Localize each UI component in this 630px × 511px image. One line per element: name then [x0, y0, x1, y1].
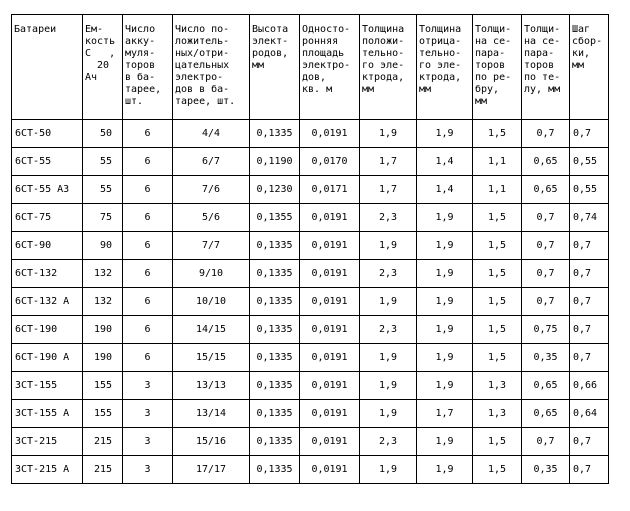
table-row: [12, 260, 609, 288]
cell-electrode-count: 14/15: [173, 316, 250, 344]
cell-electrode-area: 0,0191: [300, 204, 360, 232]
cell-electrode-count: 9/10: [173, 260, 250, 288]
cell-separator-rib: 1,3: [473, 400, 522, 428]
cell-separator-body: 0,35: [522, 456, 570, 484]
header-row: [12, 15, 609, 120]
cell-electrode-height: 0,1335: [250, 344, 300, 372]
cell-cell-count: 6: [123, 176, 173, 204]
header-electrode-count: Число по- ложитель- ных/отри- цательных электро- дов в ба- тарее, шт.: [173, 15, 250, 120]
cell-positive-thickness: 1,9: [360, 120, 417, 148]
cell-battery: 6СТ-132: [12, 260, 83, 288]
cell-electrode-count: 7/7: [173, 232, 250, 260]
cell-battery: 6СТ-90: [12, 232, 83, 260]
cell-electrode-count: 7/6: [173, 176, 250, 204]
cell-electrode-height: 0,1335: [250, 288, 300, 316]
cell-positive-thickness: 1,9: [360, 288, 417, 316]
table-row: [12, 428, 609, 456]
cell-negative-thickness: 1,9: [417, 260, 473, 288]
cell-negative-thickness: 1,9: [417, 344, 473, 372]
cell-cell-count: 6: [123, 316, 173, 344]
cell-positive-thickness: 1,7: [360, 176, 417, 204]
cell-electrode-area: 0,0191: [300, 288, 360, 316]
table-row: [12, 232, 609, 260]
table-row: [12, 148, 609, 176]
cell-capacity: 190: [83, 316, 123, 344]
cell-electrode-count: 5/6: [173, 204, 250, 232]
cell-capacity: 55: [83, 148, 123, 176]
cell-battery: 6СТ-132 А: [12, 288, 83, 316]
cell-negative-thickness: 1,9: [417, 232, 473, 260]
cell-positive-thickness: 1,9: [360, 400, 417, 428]
cell-assembly-pitch: 0,7: [570, 120, 609, 148]
cell-separator-body: 0,7: [522, 204, 570, 232]
table-row: [12, 372, 609, 400]
cell-battery: 6СТ-55 АЗ: [12, 176, 83, 204]
cell-cell-count: 3: [123, 400, 173, 428]
cell-cell-count: 3: [123, 428, 173, 456]
cell-electrode-area: 0,0191: [300, 260, 360, 288]
cell-assembly-pitch: 0,55: [570, 148, 609, 176]
cell-battery: 3СТ-155 А: [12, 400, 83, 428]
cell-negative-thickness: 1,4: [417, 176, 473, 204]
table-row: [12, 400, 609, 428]
battery-spec-table: [11, 14, 609, 484]
cell-assembly-pitch: 0,74: [570, 204, 609, 232]
cell-separator-body: 0,75: [522, 316, 570, 344]
cell-assembly-pitch: 0,7: [570, 260, 609, 288]
cell-negative-thickness: 1,4: [417, 148, 473, 176]
cell-cell-count: 6: [123, 204, 173, 232]
cell-electrode-area: 0,0191: [300, 120, 360, 148]
cell-positive-thickness: 2,3: [360, 428, 417, 456]
header-positive-thickness: Толщина положи- тельно- го эле- ктрода, мм: [360, 15, 417, 120]
cell-electrode-height: 0,1190: [250, 148, 300, 176]
cell-separator-rib: 1,5: [473, 204, 522, 232]
table-row: [12, 316, 609, 344]
table-row: [12, 456, 609, 484]
cell-separator-rib: 1,5: [473, 344, 522, 372]
cell-capacity: 50: [83, 120, 123, 148]
cell-negative-thickness: 1,7: [417, 400, 473, 428]
header-separator-rib: Толщи- на се- пара- торов по ре- бру, мм: [473, 15, 522, 120]
cell-electrode-area: 0,0191: [300, 316, 360, 344]
cell-separator-body: 0,7: [522, 120, 570, 148]
cell-cell-count: 6: [123, 344, 173, 372]
cell-electrode-height: 0,1335: [250, 232, 300, 260]
cell-separator-rib: 1,5: [473, 456, 522, 484]
cell-separator-rib: 1,5: [473, 428, 522, 456]
header-capacity: Ем- кость C , 20 Ач: [83, 15, 123, 120]
cell-assembly-pitch: 0,7: [570, 456, 609, 484]
cell-electrode-count: 6/7: [173, 148, 250, 176]
cell-battery: 6СТ-190: [12, 316, 83, 344]
cell-battery: 3СТ-215 А: [12, 456, 83, 484]
cell-electrode-height: 0,1335: [250, 120, 300, 148]
cell-separator-rib: 1,5: [473, 260, 522, 288]
cell-separator-rib: 1,3: [473, 372, 522, 400]
cell-cell-count: 6: [123, 148, 173, 176]
table-row: [12, 120, 609, 148]
header-separator-body: Толщи- на се- пара- торов по те- лу, мм: [522, 15, 570, 120]
cell-cell-count: 6: [123, 232, 173, 260]
cell-battery: 3СТ-155: [12, 372, 83, 400]
cell-cell-count: 6: [123, 288, 173, 316]
cell-cell-count: 6: [123, 260, 173, 288]
table-row: [12, 344, 609, 372]
cell-electrode-area: 0,0170: [300, 148, 360, 176]
cell-capacity: 75: [83, 204, 123, 232]
cell-positive-thickness: 2,3: [360, 204, 417, 232]
cell-electrode-count: 17/17: [173, 456, 250, 484]
cell-electrode-count: 13/14: [173, 400, 250, 428]
cell-separator-rib: 1,5: [473, 120, 522, 148]
cell-electrode-count: 4/4: [173, 120, 250, 148]
header-cell-count: Число акку- муля- торов в ба- тарее, шт.: [123, 15, 173, 120]
cell-negative-thickness: 1,9: [417, 288, 473, 316]
cell-electrode-height: 0,1335: [250, 316, 300, 344]
cell-separator-body: 0,7: [522, 232, 570, 260]
cell-positive-thickness: 1,9: [360, 456, 417, 484]
header-negative-thickness: Толщина отрица- тельно- го эле- ктрода, мм: [417, 15, 473, 120]
cell-separator-body: 0,65: [522, 372, 570, 400]
cell-separator-rib: 1,5: [473, 288, 522, 316]
cell-electrode-count: 13/13: [173, 372, 250, 400]
cell-separator-body: 0,7: [522, 260, 570, 288]
cell-negative-thickness: 1,9: [417, 120, 473, 148]
header-electrode-area: Односто- ронняя площадь электро- дов, кв. м: [300, 15, 360, 120]
cell-cell-count: 3: [123, 456, 173, 484]
cell-capacity: 215: [83, 456, 123, 484]
cell-electrode-count: 15/16: [173, 428, 250, 456]
cell-battery: 6СТ-55: [12, 148, 83, 176]
cell-negative-thickness: 1,9: [417, 456, 473, 484]
cell-separator-rib: 1,1: [473, 176, 522, 204]
cell-capacity: 155: [83, 400, 123, 428]
cell-electrode-count: 15/15: [173, 344, 250, 372]
cell-electrode-height: 0,1335: [250, 400, 300, 428]
cell-electrode-area: 0,0171: [300, 176, 360, 204]
header-battery: Батареи: [12, 15, 83, 120]
cell-battery: 6СТ-50: [12, 120, 83, 148]
cell-positive-thickness: 1,9: [360, 372, 417, 400]
cell-electrode-area: 0,0191: [300, 428, 360, 456]
cell-negative-thickness: 1,9: [417, 428, 473, 456]
cell-separator-body: 0,65: [522, 176, 570, 204]
header-electrode-height: Высота элект- родов, мм: [250, 15, 300, 120]
cell-capacity: 132: [83, 288, 123, 316]
cell-battery: 6СТ-190 А: [12, 344, 83, 372]
cell-electrode-height: 0,1355: [250, 204, 300, 232]
cell-electrode-count: 10/10: [173, 288, 250, 316]
cell-electrode-area: 0,0191: [300, 372, 360, 400]
cell-negative-thickness: 1,9: [417, 204, 473, 232]
cell-battery: 6СТ-75: [12, 204, 83, 232]
cell-assembly-pitch: 0,7: [570, 428, 609, 456]
cell-separator-body: 0,7: [522, 428, 570, 456]
cell-electrode-area: 0,0191: [300, 456, 360, 484]
cell-assembly-pitch: 0,64: [570, 400, 609, 428]
cell-positive-thickness: 1,7: [360, 148, 417, 176]
table-row: [12, 288, 609, 316]
cell-cell-count: 3: [123, 372, 173, 400]
cell-electrode-height: 0,1335: [250, 372, 300, 400]
cell-capacity: 55: [83, 176, 123, 204]
cell-cell-count: 6: [123, 120, 173, 148]
cell-electrode-area: 0,0191: [300, 344, 360, 372]
header-assembly-pitch: Шаг сбор- ки, мм: [570, 15, 609, 120]
cell-assembly-pitch: 0,7: [570, 344, 609, 372]
cell-separator-rib: 1,5: [473, 316, 522, 344]
cell-assembly-pitch: 0,7: [570, 288, 609, 316]
cell-electrode-height: 0,1335: [250, 428, 300, 456]
cell-assembly-pitch: 0,7: [570, 316, 609, 344]
cell-negative-thickness: 1,9: [417, 372, 473, 400]
cell-separator-body: 0,35: [522, 344, 570, 372]
cell-electrode-height: 0,1335: [250, 456, 300, 484]
cell-separator-rib: 1,1: [473, 148, 522, 176]
cell-capacity: 90: [83, 232, 123, 260]
cell-assembly-pitch: 0,55: [570, 176, 609, 204]
cell-assembly-pitch: 0,66: [570, 372, 609, 400]
cell-electrode-height: 0,1335: [250, 260, 300, 288]
cell-separator-body: 0,65: [522, 148, 570, 176]
cell-assembly-pitch: 0,7: [570, 232, 609, 260]
cell-battery: 3СТ-215: [12, 428, 83, 456]
cell-capacity: 190: [83, 344, 123, 372]
cell-capacity: 132: [83, 260, 123, 288]
cell-separator-body: 0,7: [522, 288, 570, 316]
cell-separator-rib: 1,5: [473, 232, 522, 260]
cell-electrode-height: 0,1230: [250, 176, 300, 204]
cell-separator-body: 0,65: [522, 400, 570, 428]
cell-electrode-area: 0,0191: [300, 400, 360, 428]
cell-negative-thickness: 1,9: [417, 316, 473, 344]
cell-electrode-area: 0,0191: [300, 232, 360, 260]
cell-capacity: 155: [83, 372, 123, 400]
table-row: [12, 176, 609, 204]
cell-positive-thickness: 2,3: [360, 316, 417, 344]
cell-positive-thickness: 1,9: [360, 232, 417, 260]
cell-capacity: 215: [83, 428, 123, 456]
cell-positive-thickness: 1,9: [360, 344, 417, 372]
table-row: [12, 204, 609, 232]
cell-positive-thickness: 2,3: [360, 260, 417, 288]
